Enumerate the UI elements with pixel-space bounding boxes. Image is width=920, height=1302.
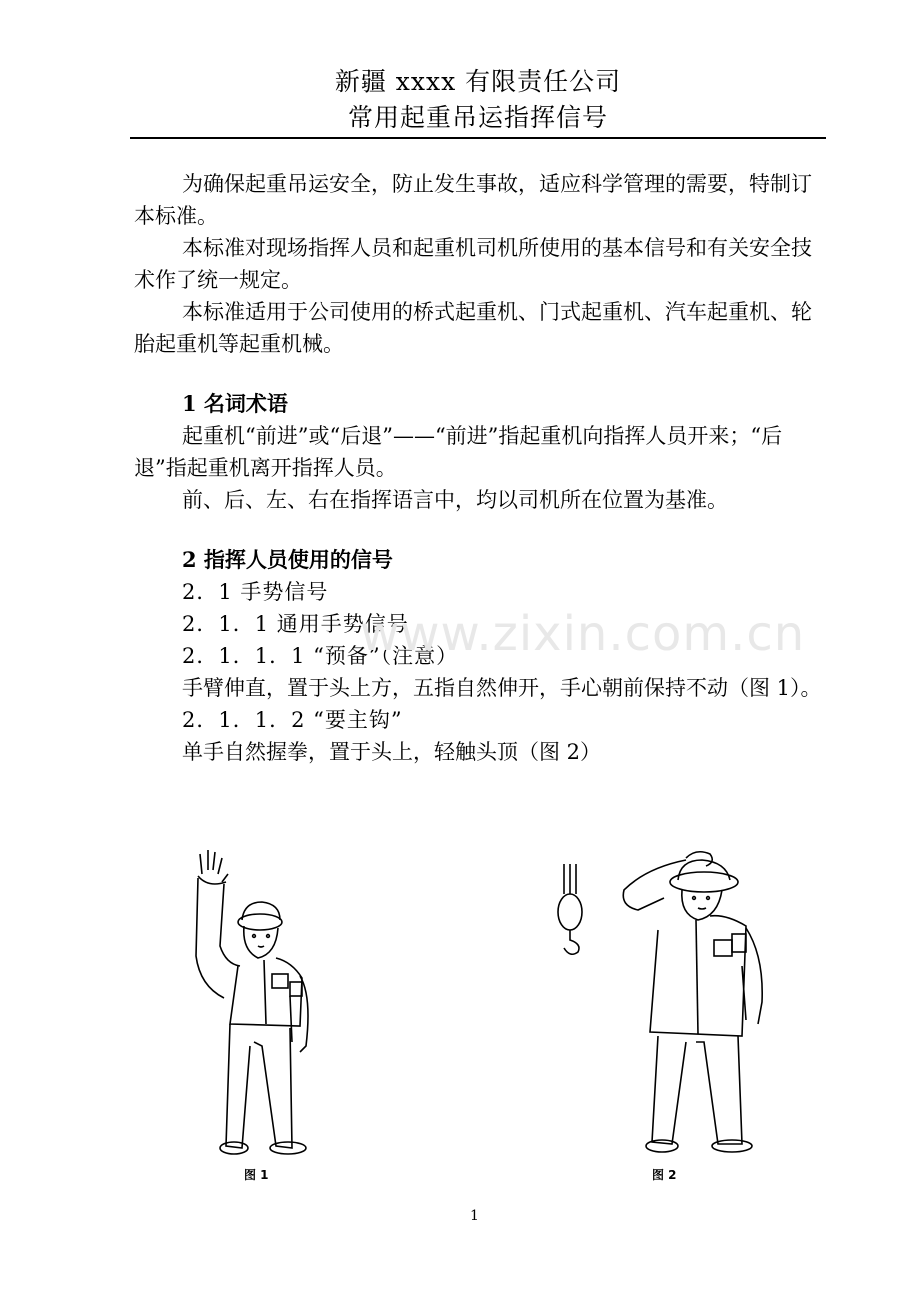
signal-ready-illustration-icon: [180, 846, 330, 1166]
section-heading: 2 指挥人员使用的信号: [182, 547, 393, 572]
section-paragraph: 单手自然握拳，置于头上，轻触头顶（图 2）: [182, 740, 602, 764]
intro-paragraph: 本标准适用于公司使用的桥式起重机、门式起重机、汽车起重机、轮胎起重机等起重机械。: [134, 300, 812, 356]
document-header: [130, 64, 826, 136]
watermark: www.zixin.com.cn: [360, 606, 806, 662]
section-heading: 1 名词术语: [182, 391, 288, 416]
document-body: [134, 168, 824, 768]
company-name: 新疆 xxxx 有限责任公司: [334, 67, 622, 96]
subsection-heading: 2．1．1．2 “要主钩”: [182, 708, 403, 732]
section-paragraph: 前、后、左、右在指挥语言中，均以司机所在位置为基准。: [182, 488, 728, 512]
intro-paragraph: 为确保起重吊运安全，防止发生事故，适应科学管理的需要，特制订本标准。: [134, 172, 812, 228]
header-divider: [130, 137, 826, 139]
section-paragraph: 起重机“前进”或“后退”——“前进”指起重机向指挥人员开来；“后退”指起重机离开指挥人员。: [134, 424, 783, 480]
figure-caption: 图 2: [652, 1168, 677, 1182]
subsection-heading: 2．1 手势信号: [182, 580, 329, 604]
page-number: 1: [470, 1208, 479, 1224]
intro-paragraph: 本标准对现场指挥人员和起重机司机所使用的基本信号和有关安全技术作了统一规定。: [134, 236, 812, 292]
document-title: 常用起重吊运指挥信号: [347, 103, 608, 132]
figure-caption: 图 1: [244, 1168, 269, 1182]
signal-main-hook-illustration-icon: [546, 846, 786, 1166]
section-paragraph: 手臂伸直，置于头上方，五指自然伸开，手心朝前保持不动（图 1）。: [182, 676, 822, 700]
subsection-heading: 2．1．1 通用手势信号: [182, 612, 409, 636]
subsection-heading: 2．1．1．1 “预备”（注意）: [182, 644, 459, 668]
